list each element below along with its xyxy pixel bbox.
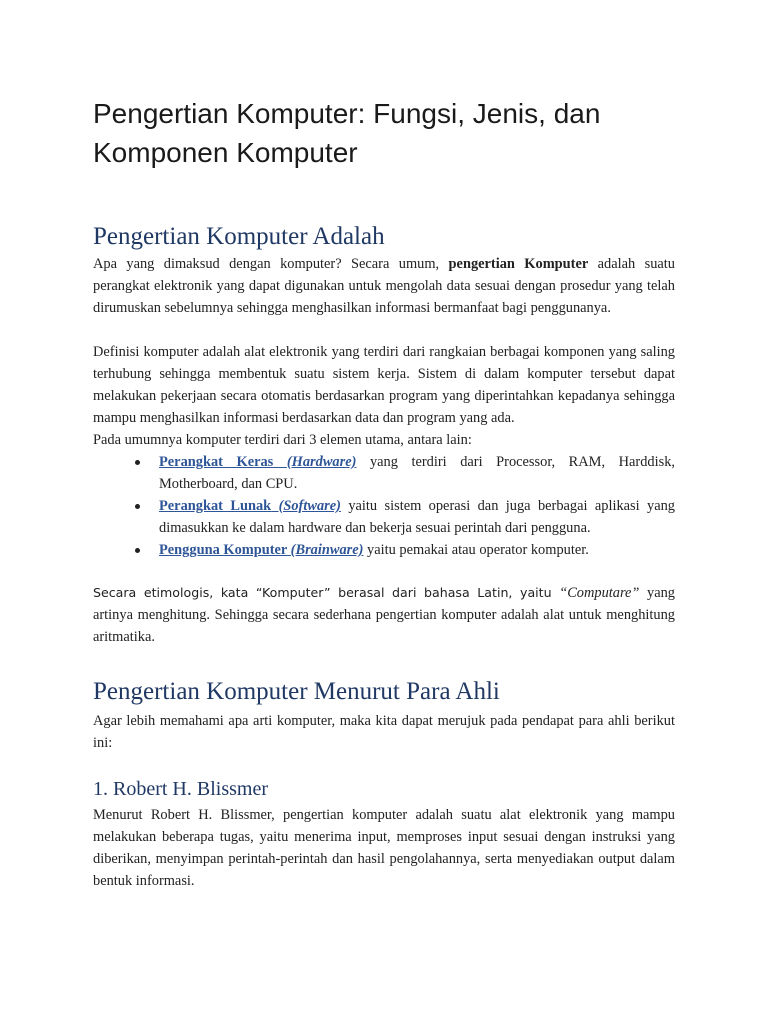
paragraph-experts-intro: Agar lebih memahami apa arti komputer, maka kita dapat merujuk pada pendapat para ahli berikut ini: <box>93 713 675 751</box>
elements-list <box>159 451 675 561</box>
list-item <box>159 539 675 561</box>
link-perangkat-keras[interactable]: Perangkat Keras (Hardware) <box>159 454 357 470</box>
paragraph-elements-intro: Pada umumnya komputer terdiri dari 3 elemen utama, antara lain: <box>93 432 472 448</box>
latin-word: “Computare” <box>559 585 640 601</box>
paragraph-definition-1 <box>93 253 675 319</box>
paragraph-text: Apa yang dimaksud dengan komputer? Secara umum, <box>93 256 440 272</box>
list-item-text: yaitu sistem operasi dan juga berbagai aplikasi yang dimasukkan ke dalam hardware dan bekerja sesuai perintah dari pengguna. <box>159 498 676 536</box>
paragraph-text: Secara etimologis, kata “Komputer” berasal dari bahasa Latin, yaitu <box>93 585 552 600</box>
link-perangkat-lunak[interactable]: Perangkat Lunak (Software) <box>159 498 341 514</box>
list-item-text: yaitu pemakai atau operator komputer. <box>367 542 589 558</box>
list-item <box>159 451 675 495</box>
paragraph-etymology <box>93 582 675 648</box>
page-title: Pengertian Komputer: Fungsi, Jenis, dan Komponen Komputer <box>93 98 601 168</box>
bold-term: pengertian Komputer <box>448 256 589 272</box>
section-heading-para-ahli: Pengertian Komputer Menurut Para Ahli <box>93 678 500 705</box>
bullet-icon <box>135 504 140 509</box>
bullet-icon <box>135 548 140 553</box>
paragraph-text: adalah suatu perangkat elektronik yang dapat digunakan untuk mengolah data sesuai dengan prosedur yang telah dirumuskan sebelumnya sehingga menghasilkan informasi bermanfaat bagi penggunanya. <box>93 256 675 316</box>
link-pengguna-komputer[interactable]: Pengguna Komputer (Brainware) <box>159 542 364 558</box>
section-heading-pengertian: Pengertian Komputer Adalah <box>93 223 385 250</box>
paragraph-definition-2: Definisi komputer adalah alat elektronik yang terdiri dari rangkaian berbagai komponen yang saling terhubung sehingga membentuk suatu sistem kerja. Sistem di dalam komputer tersebut dapat melakukan pekerjaan secara otomatis berdasarkan program yang diperintahkan kepadanya sehingga mampu menghasilkan informasi berdasarkan data dan program yang ada. <box>93 344 675 426</box>
expert-heading-blissmer: 1. Robert H. Blissmer <box>93 778 268 800</box>
paragraph-text: yang artinya menghitung. Sehingga secara sederhana pengertian komputer adalah alat untuk menghitung aritmatika. <box>93 585 675 645</box>
bullet-icon <box>135 460 140 465</box>
list-item-text: yang terdiri dari Processor, RAM, Harddisk, Motherboard, dan CPU. <box>159 454 675 492</box>
list-item <box>159 495 675 539</box>
paragraph-expert-blissmer: Menurut Robert H. Blissmer, pengertian komputer adalah suatu alat elektronik yang mampu melakukan beberapa tugas, yaitu menerima input, memproses input sesuai dengan instruksi yang diberikan, menyimpan perintah-perintah dan hasil pengolahannya, serta menyediakan output dalam bentuk informasi. <box>93 807 675 889</box>
